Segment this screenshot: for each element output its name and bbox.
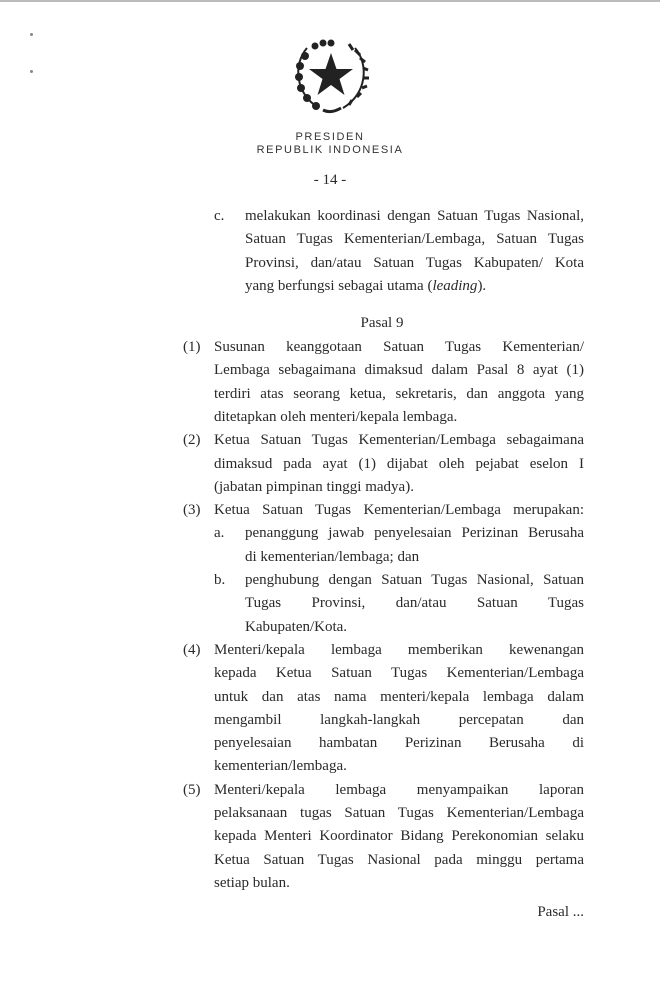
text-line: Susunan keanggotaan Satuan Tugas Kementerian/	[214, 339, 584, 355]
item-label: a.	[214, 525, 225, 542]
text-line: kementerian/lembaga.	[214, 758, 347, 775]
text-line: Kabupaten/Kota.	[245, 618, 348, 635]
scan-speck	[30, 70, 33, 73]
text-line: setiap bulan.	[214, 874, 290, 891]
text-line: pelaksanaan tugas Satuan Tugas Kementerian/Lembaga	[214, 805, 584, 821]
text-line	[245, 277, 584, 295]
text-line: Satuan Tugas Kementerian/Lembaga, Satuan Tugas	[245, 231, 584, 248]
text-line: kepada Menteri Koordinator Bidang Perekonomian selaku	[214, 828, 584, 845]
text-line: Ketua Satuan Tugas Kementerian/Lembaga sebagaimana	[214, 432, 584, 449]
text-line: penanggung jawab penyelesaian Perizinan Berusaha	[245, 525, 584, 542]
item-label: b.	[214, 572, 226, 588]
continuation-marker: Pasal ...	[537, 904, 584, 920]
item-label: c.	[214, 208, 225, 224]
text-line: di kementerian/lembaga; dan	[245, 548, 420, 565]
text-line: penghubung dengan Satuan Tugas Nasional, Satuan	[245, 572, 584, 588]
text-line: (jabatan pimpinan tinggi madya).	[214, 478, 414, 495]
text-line: untuk dan atas nama menteri/kepala lembaga dalam	[214, 688, 584, 705]
paragraph-number: (2)	[183, 432, 201, 449]
garuda-star-emblem	[285, 36, 377, 116]
text: ).	[477, 277, 487, 294]
text-line: Menteri/kepala lembaga menyampaikan laporan	[214, 781, 584, 798]
scan-speck	[30, 33, 33, 36]
paragraph-number: (3)	[183, 502, 201, 519]
article-title: Pasal 9	[360, 315, 404, 331]
text-line: Provinsi, dan/atau Satuan Tugas Kabupaten/ Kota	[245, 254, 584, 271]
text-line: dimaksud pada ayat (1) dijabat oleh pejabat eselon I	[214, 455, 584, 472]
text-line: Tugas Provinsi, dan/atau Satuan Tugas	[245, 595, 584, 612]
scan-edge	[0, 0, 660, 2]
header-subtitle: REPUBLIK INDONESIA	[256, 144, 404, 156]
text-line: Ketua Satuan Tugas Nasional pada minggu pertama	[214, 851, 584, 868]
text-line: penyelesaian hambatan Perizinan Berusaha di	[214, 735, 584, 752]
text-line: ditetapkan oleh menteri/kepala lembaga.	[214, 408, 458, 425]
text-line: kepada Ketua Satuan Tugas Kementerian/Lembaga	[214, 665, 584, 682]
text-line: Menteri/kepala lembaga memberikan kewenangan	[214, 641, 584, 658]
header-title: PRESIDEN	[295, 131, 365, 143]
text-line: mengambil langkah-langkah percepatan dan	[214, 711, 584, 728]
text-line: terdiri atas seorang ketua, sekretaris, dan anggota yang	[214, 385, 584, 402]
text-line: Lembaga sebagaimana dimaksud dalam Pasal 8 ayat (1)	[214, 362, 584, 379]
paragraph-number: (5)	[183, 781, 201, 798]
italic-term: leading	[432, 277, 478, 294]
paragraph-number: (4)	[183, 641, 201, 658]
text: yang berfungsi sebagai utama (	[245, 277, 433, 294]
paragraph-number: (1)	[183, 339, 201, 355]
text-line: melakukan koordinasi dengan Satuan Tugas Nasional,	[245, 208, 584, 224]
page-number: - 14 -	[313, 172, 347, 188]
text-line: Ketua Satuan Tugas Kementerian/Lembaga merupakan:	[214, 502, 584, 519]
